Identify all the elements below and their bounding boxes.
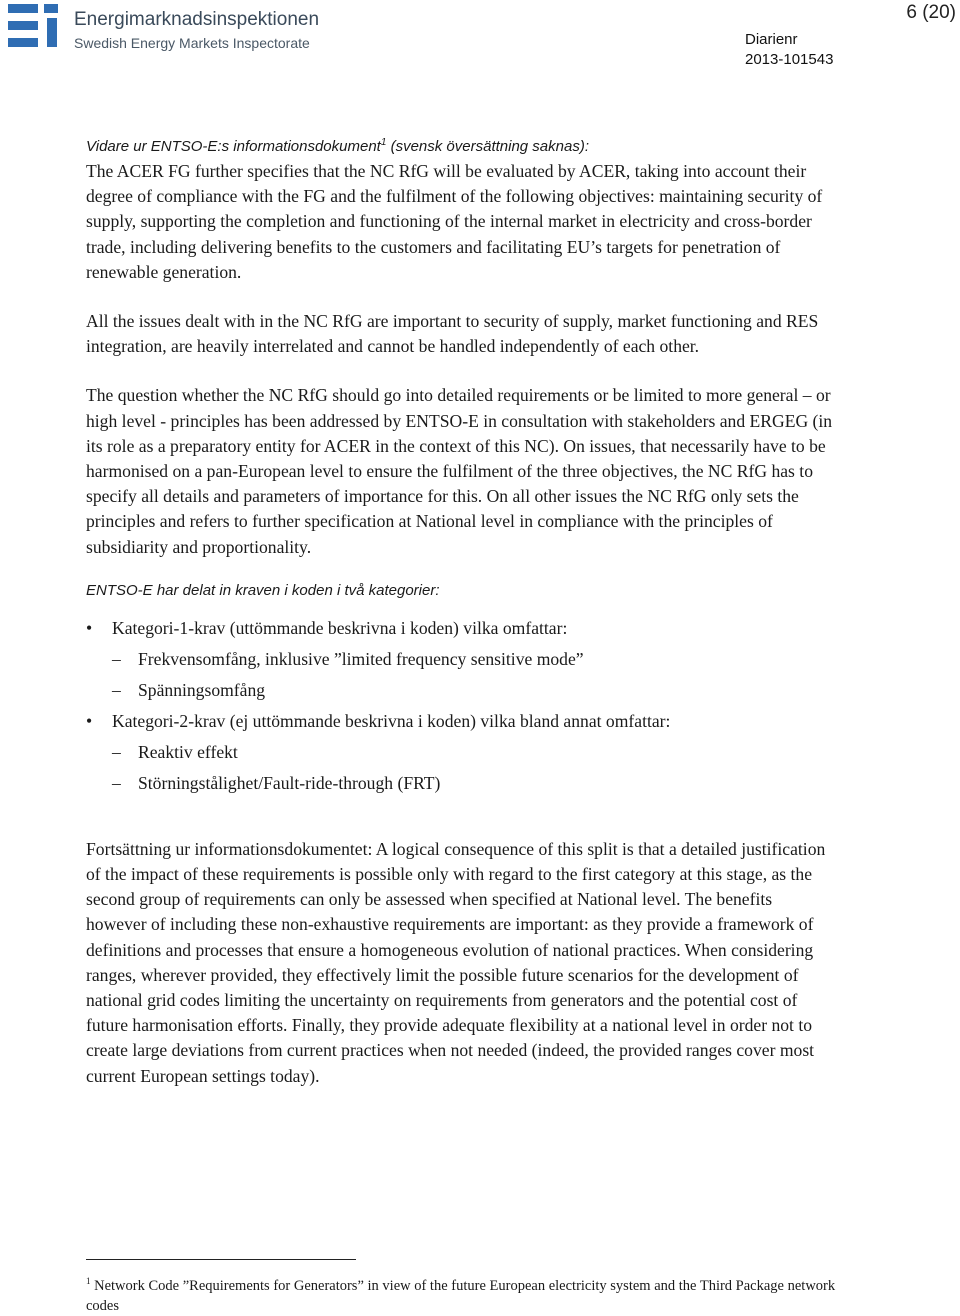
category-list bbox=[86, 613, 836, 799]
diarienr-value: 2013-101543 bbox=[745, 51, 834, 68]
footnote-text: Network Code ”Requirements for Generators” in view of the future European electricity system and the Third Package network codes bbox=[86, 1277, 836, 1314]
section-heading-1-text: Vidare ur ENTSO-E:s informationsdokument bbox=[86, 138, 381, 155]
org-name: Energimarknadsinspektionen bbox=[74, 9, 320, 30]
paragraph: The question whether the NC RfG should go into detailed requirements or be limited to more general – or high level - principles has been addressed by ENTSO-E in consultation with stakeholders and ERGEG (in its role as a preparatory entity for ACER in the context of this NC). On issues, that necessarily have to be harmonised on a pan-European level to ensure the fulfilment of the three objectives, the NC RfG has to specify all details and parameters of importance for this. On all other issues the NC RfG only sets the principles and refers to further specification at National level in compliance with the principles of subsidiarity and proportionality. bbox=[86, 385, 833, 557]
list-item: • Kategori-2-krav (ej uttömmande beskrivna i koden) vilka bland annat omfattar: bbox=[86, 706, 836, 737]
ei-logo-icon bbox=[6, 2, 66, 50]
org-name-english: Swedish Energy Markets Inspectorate bbox=[74, 35, 310, 51]
section-heading-1-tail: (svensk översättning saknas): bbox=[386, 138, 589, 155]
list-subitem: – Reaktiv effekt bbox=[86, 737, 836, 768]
logo bbox=[6, 2, 336, 52]
list-subitem: – Frekvensomfång, inklusive ”limited frequency sensitive mode” bbox=[86, 644, 836, 675]
paragraph: Fortsättning ur informationsdokumentet: A logical consequence of this split is that a detailed justification of the impact of these requirements is possible only with regard to the first category at this stage, as the second group of requirements can only be assessed when specified at National level. The benefits however of including these non-exhaustive requirements are important: as they provide a framework of definitions and processes that ensure a homogeneous evolution of national practices. When considering ranges, wherever provided, they effectively limit the possible future scenarios for the development of national grid codes limiting the uncertainty on requirements from generators and the potential cost of future harmonisation efforts. Finally, they provide adequate flexibility at a national level in order not to create large deviations from current practices when not needed (indeed, the provided ranges cover most current European settings today). bbox=[86, 838, 826, 1086]
footnote bbox=[86, 1271, 846, 1316]
page-number: 6 (20) bbox=[906, 2, 956, 23]
list-subitem: – Spänningsomfång bbox=[86, 675, 836, 706]
footnote-marker: 1 bbox=[86, 1276, 91, 1286]
paragraph: All the issues dealt with in the NC RfG are important to security of supply, market functioning and RES integration, are heavily interrelated and cannot be handled independently of each other. bbox=[86, 311, 819, 357]
list-item: • Kategori-1-krav (uttömmande beskrivna i koden) vilka omfattar: bbox=[86, 613, 836, 644]
diarienr-label: Diarienr bbox=[745, 31, 798, 48]
diarienr-block bbox=[745, 30, 833, 70]
section-heading-2: ENTSO-E har delat in kraven i koden i två kategorier: bbox=[86, 581, 440, 599]
list-subitem: – Störningstålighet/Fault-ride-through (FRT) bbox=[86, 768, 836, 799]
paragraph: The ACER FG further specifies that the NC RfG will be evaluated by ACER, taking into account their degree of compliance with the FG and the fulfilment of the following objectives: maintaining security of supply, supporting the completion and functioning of the internal market in electricity and cross-border trade, including delivering benefits to the customers and facilitating EU’s targets for penetration of renewable generation. bbox=[86, 161, 823, 282]
footnote-reference: 1 bbox=[380, 137, 387, 148]
section-heading-1 bbox=[86, 130, 836, 159]
footnote-divider bbox=[86, 1259, 356, 1260]
document-body bbox=[86, 130, 836, 1113]
